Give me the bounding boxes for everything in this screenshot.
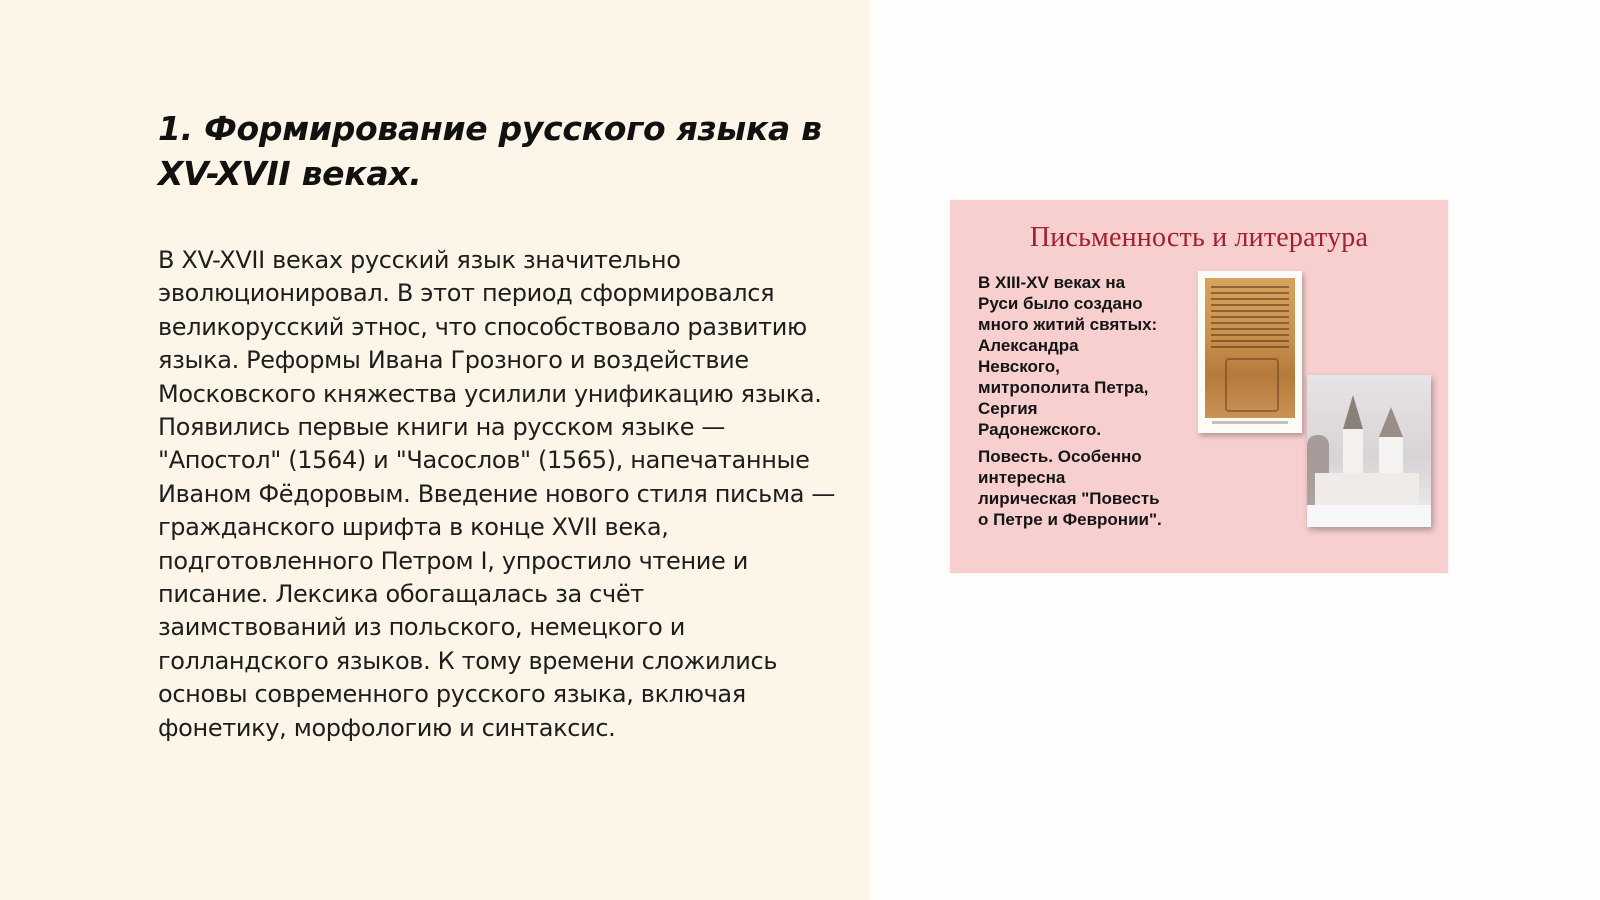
church-building: [1315, 473, 1419, 507]
manuscript-lines: [1211, 286, 1289, 352]
church-tower: [1343, 429, 1363, 477]
illustration-paragraph: Повесть. Особенно интересна лирическая "Повесть о Петре и Февронии".: [978, 447, 1162, 529]
illustration-title: Письменность и литература: [1029, 222, 1369, 253]
manuscript-figure: [1225, 358, 1279, 412]
illustration-paragraph: В XIII-XV веках на Руси было создано много житий святых: Александра Невского, митрополита Петра, Сергия Радонежского.: [978, 273, 1158, 439]
illustration-text: [978, 272, 1203, 530]
church-roof: [1379, 407, 1403, 437]
church-roof: [1343, 395, 1363, 429]
manuscript-caption-line: [1212, 421, 1288, 424]
slide-body-text: В XV-XVII веках русский язык значительно эволюционировал. В этот период сформировался великорусский этнос, что способствовало развитию языка. Реформы Ивана Грозного и воздействие Московского княжества усилили унификацию языка. Появились первые книги на русском языке — "Апостол" (1564) и "Часослов" (1565), напечатанные Иваном Фёдоровым. Введение нового стиля письма — гражданского шрифта в конце XVII века, подготовленного Петром I, упростило чтение и писание. Лексика обогащалась за счёт заимствований из польского, немецкого и голландского языков. К тому времени сложились основы современного русского языка, включая фонетику, морфологию и синтаксис.: [158, 246, 835, 742]
manuscript-page: [1205, 278, 1295, 418]
manuscript-photo: [1198, 271, 1302, 433]
snow-ground: [1307, 505, 1431, 527]
slide-illustration: [950, 200, 1448, 573]
slide-title: 1. Формирование русского языка в XV-XVII веках.: [158, 109, 822, 193]
church-photo: [1307, 375, 1431, 527]
